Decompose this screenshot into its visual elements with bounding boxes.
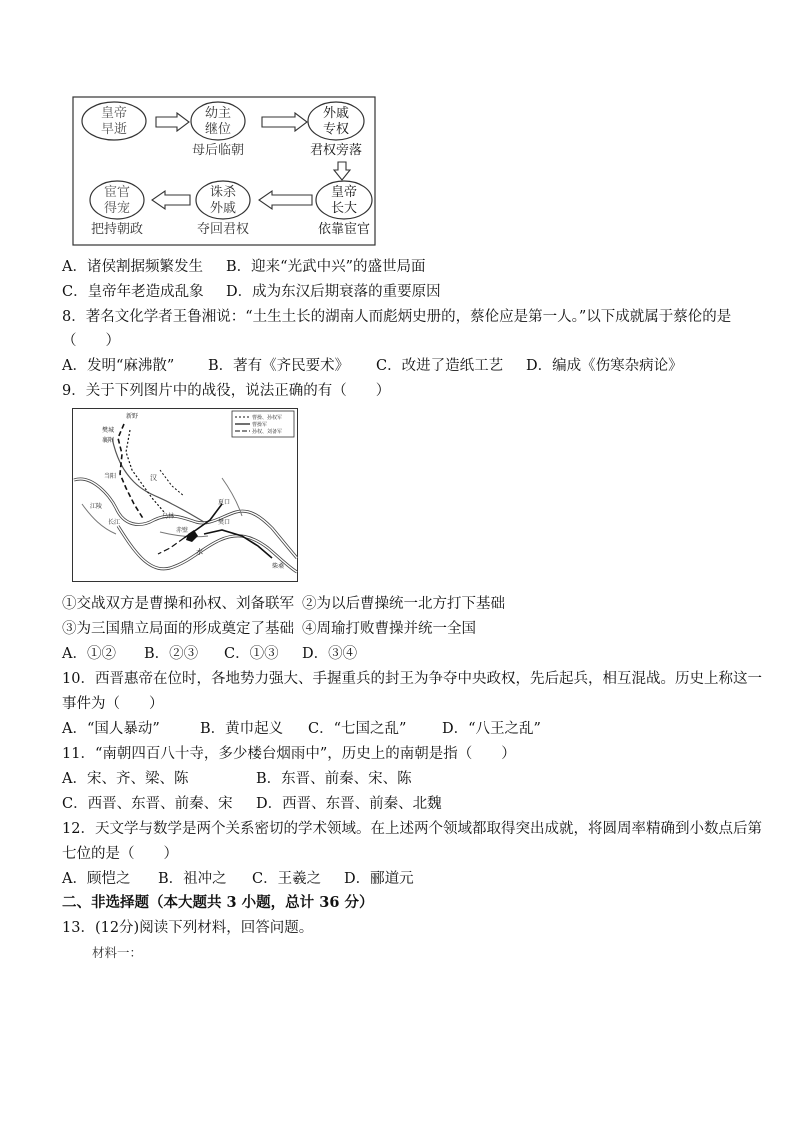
q13-material-label: 材料一： (92, 945, 143, 960)
q9-statement-2: ②为以后曹操统一北方打下基础 (302, 596, 505, 612)
q10-stem-line2: 事件为（ ） (62, 696, 164, 712)
svg-text:当阳: 当阳 (104, 473, 117, 480)
flow-diagram-svg (72, 96, 376, 246)
svg-text:乌林: 乌林 (162, 513, 175, 520)
q12-stem-line2: 七位的是（ ） (62, 846, 178, 862)
q8-option-a: A．发明“麻沸散” (62, 358, 175, 374)
q12-stem-line1: 12．天文学与数学是两个关系密切的学术领域。在上述两个领域都取得突出成就，将圆周率精确到小数点后第 (62, 821, 762, 837)
svg-text:得宠: 得宠 (103, 201, 131, 216)
q12-option-a: A．顾恺之 (62, 871, 131, 887)
q8-option-c: C．改进了造纸工艺 (376, 358, 504, 374)
svg-text:汉: 汉 (150, 474, 157, 482)
section-2-heading: 二、非选择题（本大题共 3 小题，总计 36 分） (62, 894, 374, 911)
q9-option-d: D．③④ (302, 646, 358, 662)
q9-statement-4: ④周瑜打败曹操并统一全国 (302, 621, 476, 637)
svg-text:夏口: 夏口 (218, 499, 231, 506)
svg-text:夺回君权: 夺回君权 (196, 222, 250, 237)
q7-option-d: D．成为东汉后期衰落的重要原因 (226, 284, 441, 300)
q10-option-d: D．“八王之乱” (442, 721, 541, 737)
svg-text:赤壁: 赤壁 (176, 527, 189, 534)
svg-text:皇帝: 皇帝 (330, 185, 358, 200)
arrow-right-1 (156, 113, 189, 131)
svg-text:外戚: 外戚 (209, 201, 237, 216)
svg-text:幼主: 幼主 (204, 106, 232, 121)
q11-option-a: A．宋、齐、梁、陈 (62, 771, 189, 787)
svg-text:宦官: 宦官 (103, 185, 131, 200)
q10-option-b: B．黄巾起义 (200, 721, 284, 737)
arrow-left-2 (152, 191, 190, 209)
q11-option-c: C．西晋、东晋、前秦、宋 (62, 796, 233, 812)
svg-text:长江: 长江 (108, 519, 121, 526)
q9-option-c: C．①③ (224, 646, 279, 662)
svg-text:长大: 长大 (330, 201, 358, 216)
svg-text:早逝: 早逝 (100, 122, 128, 137)
svg-text:樊口: 樊口 (218, 519, 231, 526)
q10-stem-line1: 10．西晋惠帝在位时，各地势力强大、手握重兵的封王为争夺中央政权，先后起兵，相互混战。历史上称这一 (62, 671, 762, 687)
q12-option-b: B．祖冲之 (158, 871, 227, 887)
q11-option-d: D．西晋、东晋、前秦、北魏 (256, 796, 442, 812)
q12-option-d: D．郦道元 (344, 871, 414, 887)
svg-text:柴桑: 柴桑 (272, 563, 285, 570)
svg-text:樊城: 樊城 (102, 427, 115, 434)
q8-option-b: B．著有《齐民要术》 (208, 358, 350, 374)
svg-text:母后临朝: 母后临朝 (191, 143, 245, 158)
q9-statement-1: ①交战双方是曹操和孙权、刘备联军 (62, 596, 294, 612)
svg-text:水: 水 (196, 548, 203, 556)
q8-stem-line2: （ ） (62, 333, 120, 349)
svg-text:江陵: 江陵 (90, 503, 103, 510)
q7-option-a: A．诸侯割据频繁发生 (62, 259, 203, 275)
arrow-left-1 (259, 191, 312, 209)
q11-option-b: B．东晋、前秦、宋、陈 (256, 771, 412, 787)
battle-map-svg (72, 408, 298, 582)
q9-option-a: A．①② (62, 646, 116, 662)
q9-option-b: B．②③ (144, 646, 199, 662)
q12-option-c: C．王羲之 (252, 871, 322, 887)
q13-stem: 13．(12分)阅读下列材料，回答问题。 (62, 920, 314, 936)
arrow-down (334, 162, 350, 180)
q10-option-a: A．“国人暴动” (62, 721, 160, 737)
svg-text:襄阳: 襄阳 (102, 437, 115, 444)
q8-stem-line1: 8．著名文化学者王鲁湘说：“土生土长的湖南人而彪炳史册的，蔡伦应是第一人。”以下成就属于蔡伦的是 (62, 309, 732, 325)
svg-text:继位: 继位 (204, 122, 232, 137)
svg-text:新野: 新野 (126, 413, 139, 420)
svg-text:诛杀: 诛杀 (209, 185, 237, 200)
svg-text:依靠宦官: 依靠宦官 (317, 222, 371, 237)
svg-text:曹操军: 曹操军 (252, 422, 268, 428)
flow-diagram (72, 96, 376, 246)
arrow-right-2 (262, 113, 307, 131)
q7-option-b: B．迎来“光武中兴”的盛世局面 (226, 259, 426, 275)
q9-stem: 9．关于下列图片中的战役，说法正确的有（ ） (62, 383, 391, 399)
svg-text:皇帝: 皇帝 (100, 106, 128, 121)
svg-text:专权: 专权 (322, 122, 350, 137)
svg-text:把持朝政: 把持朝政 (90, 222, 144, 237)
battle-map (72, 408, 298, 582)
svg-text:曹操、孙权军: 曹操、孙权军 (252, 415, 283, 421)
svg-text:君权旁落: 君权旁落 (309, 143, 363, 158)
svg-text:外戚: 外戚 (322, 106, 350, 121)
q8-option-d: D．编成《伤寒杂病论》 (526, 358, 683, 374)
q9-statement-3: ③为三国鼎立局面的形成奠定了基础 (62, 621, 294, 637)
q7-option-c: C．皇帝年老造成乱象 (62, 284, 204, 300)
svg-text:孙权、刘备军: 孙权、刘备军 (252, 429, 283, 435)
q11-stem: 11．“南朝四百八十寺，多少楼台烟雨中”，历史上的南朝是指（ ） (62, 746, 516, 762)
q10-option-c: C．“七国之乱” (308, 721, 407, 737)
